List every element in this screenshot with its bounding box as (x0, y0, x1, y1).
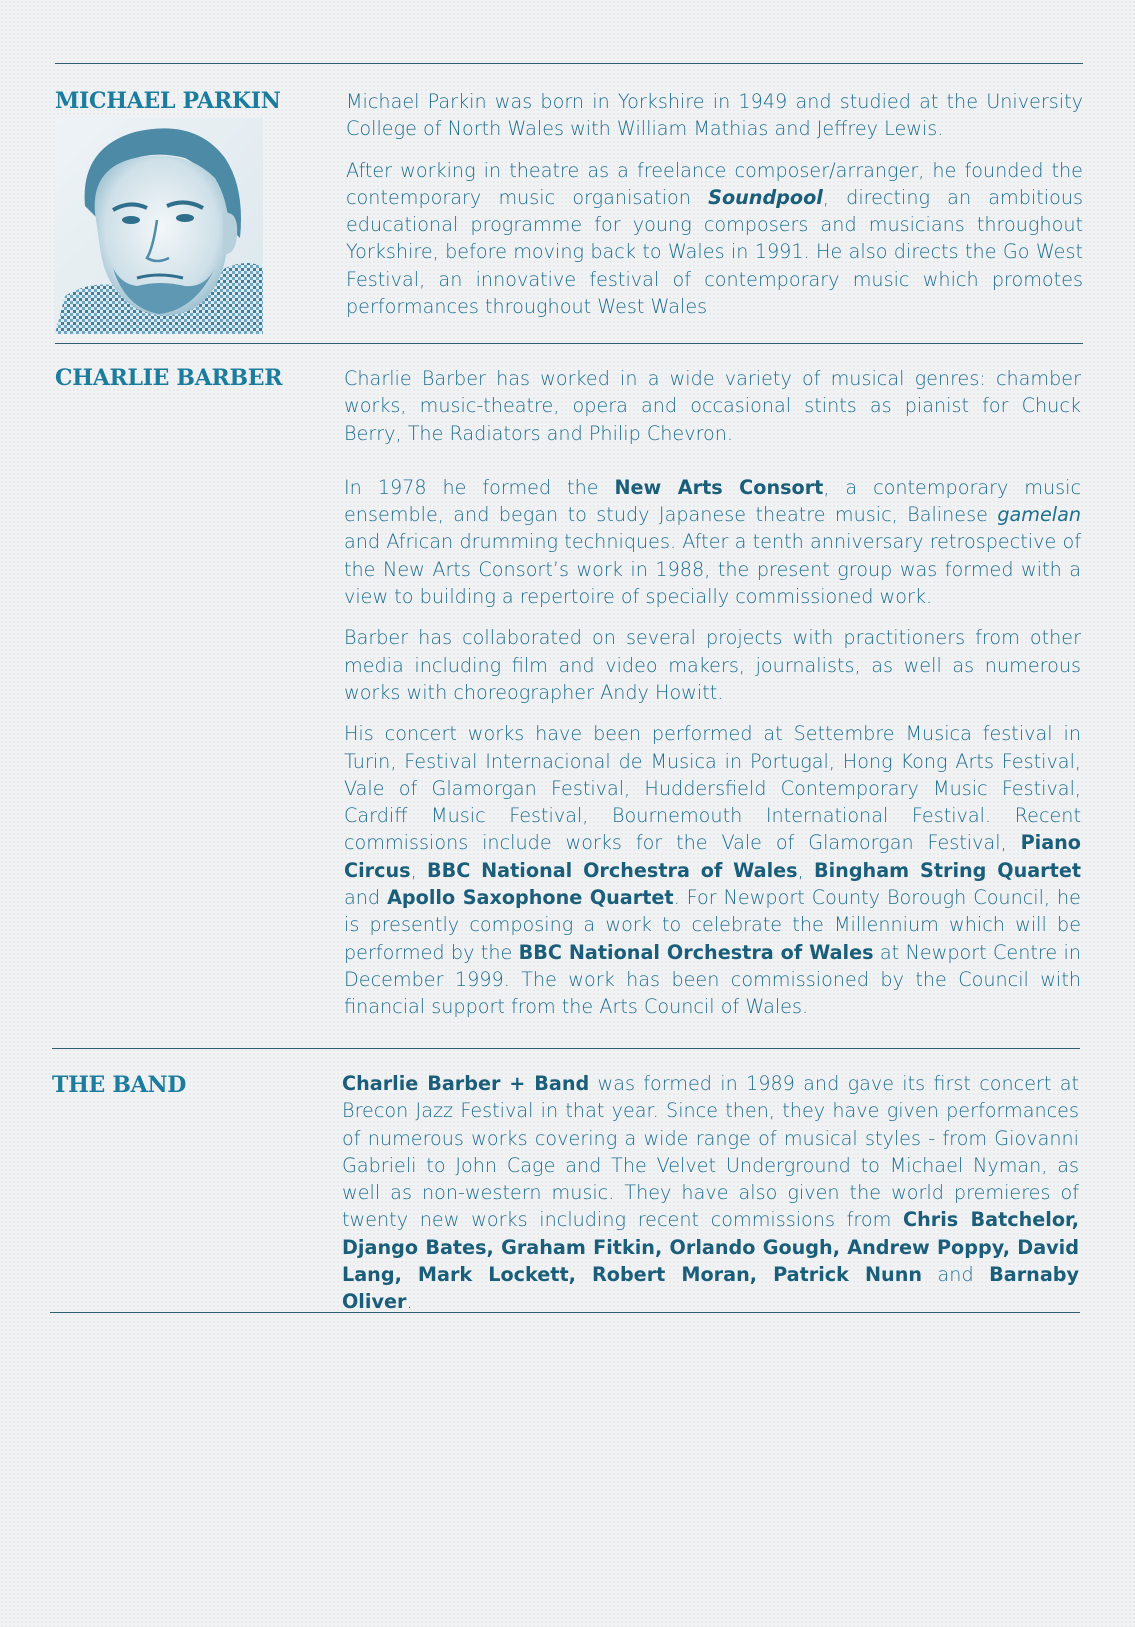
barber-paragraph-4 (344, 720, 1081, 1020)
text-run: , directing an ambitious educational programme for young composers and musicians throughout Yorkshire, before moving back to Wales in 1991. He also directs the Go West Festival, an innovative festival of contemporary music which promotes performances throughout West Wales (346, 185, 1083, 319)
composers-list: Chris Batchelor, Django Bates, Graham Fitkin, Orlando Gough, Andrew Poppy, David Lang, Mark Lockett, Robert Moran, Patrick Nunn (342, 1208, 1079, 1287)
heading-the-band: THE BAND (52, 1072, 187, 1098)
text-run: After working in theatre as a freelance composer/arranger, he founded the contemporary music organisation (346, 158, 1083, 209)
barber-paragraph-2 (344, 474, 1081, 610)
barber-paragraph-1: Charlie Barber has worked in a wide variety of musical genres: chamber works, music-theatre, opera and occasional stints as pianist for Chuck Berry, The Radiators and Philip Chevron. (344, 367, 1081, 445)
ensemble-new-arts-consort: New Arts Consort (614, 475, 824, 499)
parkin-paragraph-2 (346, 157, 1083, 321)
commission-bingham-quartet: Bingham String Quartet (813, 858, 1082, 882)
rule-after-barber (52, 1048, 1080, 1049)
text-run: and (922, 1263, 990, 1287)
band-name: Charlie Barber + Band (342, 1072, 590, 1095)
barber-paragraph-3: Barber has collaborated on several projects with practitioners from other media including film and video makers, journalists, as well as numerous works with choreographer Andy Howitt. (344, 626, 1081, 704)
text-run: In 1978 he formed the (344, 475, 615, 499)
band-paragraph-1 (342, 1070, 1079, 1316)
rule-after-parkin (55, 343, 1083, 344)
commission-apollo-quartet: Apollo Saxophone Quartet (387, 886, 674, 910)
heading-michael-parkin: MICHAEL PARKIN (55, 88, 281, 114)
bio-charlie-barber (344, 365, 1081, 1035)
text-run: . For Newport County Borough Council, he is presently composing a work to celebrate the Millennium which will be performed by the (344, 886, 1081, 964)
text-run: , (410, 858, 427, 882)
text-run: and (344, 886, 388, 910)
portrait-illustration (55, 118, 263, 334)
text-run: , (797, 858, 814, 882)
text-run: was formed in 1989 and gave its first concert at Brecon Jazz Festival in that year. Since then, they have given performances of numerous works covering a wide range of musical styles - from Giovanni Gabrieli to John Cage and The Velvet Underground to Michael Nyman, as well as non-western music. They have also given the world premieres of twenty new works including recent commissions from (342, 1072, 1079, 1232)
text-run: His concert works have been performed at Settembre Musica festival in Turin, Festival Internacional de Musica in Portugal, Hong Kong Arts Festival, Vale of Glamorgan Festival, Huddersfield Contemporary Music Festival, Cardiff Music Festival, Bournemouth International Festival. Recent commissions include works for the Vale of Glamorgan Festival, (344, 722, 1081, 855)
org-soundpool: Soundpool (708, 185, 823, 209)
performer-bbc-now: BBC National Orchestra of Wales (518, 940, 874, 964)
term-gamelan: gamelan (997, 503, 1081, 527)
portrait-photo (55, 118, 263, 334)
text-run: . (406, 1290, 413, 1314)
parkin-paragraph-1: Michael Parkin was born in Yorkshire in 1949 and studied at the University College of North Wales with William Mathias and Jeffrey Lewis. (346, 90, 1083, 141)
bio-michael-parkin (346, 88, 1083, 334)
bio-the-band (342, 1070, 1079, 1330)
text-run: , a contemporary music ensemble, and began to study Japanese theatre music, Balinese (344, 475, 1081, 527)
commission-bbc-now: BBC National Orchestra of Wales (426, 858, 798, 882)
composer-barnaby-oliver: Barnaby Oliver (342, 1263, 1080, 1314)
top-rule (55, 63, 1083, 64)
text-run: at Newport Centre in December 1999. The work has been commissioned by the Council with financial support from the Arts Council of Wales. (344, 940, 1081, 1019)
heading-charlie-barber: CHARLIE BARBER (55, 365, 283, 391)
text-run: and African drumming techniques. After a tenth anniversary retrospective of the New Arts Consort’s work in 1988, the present group was formed with a view to building a repertoire of specially commissioned work. (344, 530, 1081, 609)
commission-piano-circus: Piano Circus (344, 831, 1081, 882)
